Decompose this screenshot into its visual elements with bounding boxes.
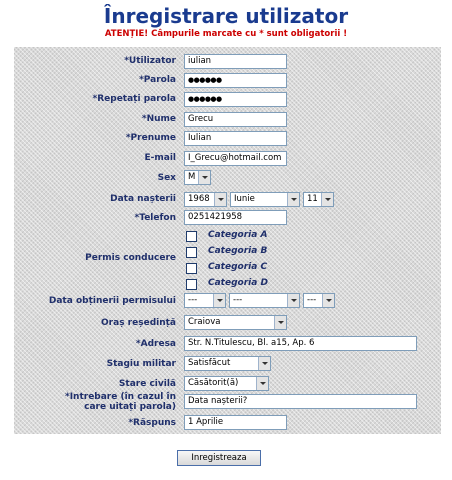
email-input[interactable]: I_Grecu@hotmail.com <box>184 151 287 166</box>
intrebare-input[interactable]: Data nașterii? <box>184 394 417 409</box>
telefon-label: *Telefon <box>134 213 176 223</box>
birth-year-value: 1968 <box>188 194 210 204</box>
parola-label: *Parola <box>139 75 176 85</box>
repetati-parola-input[interactable]: ●●●●●● <box>184 92 287 107</box>
permit-day-select[interactable] <box>303 293 335 308</box>
chevron-down-icon <box>287 294 299 307</box>
oras-value: Craiova <box>188 317 221 327</box>
stare-civila-select[interactable] <box>184 376 269 391</box>
nume-label: *Nume <box>141 114 176 124</box>
chevron-down-icon <box>256 377 268 390</box>
birth-year-select[interactable] <box>184 192 227 207</box>
categoria-d-label: Categoria D <box>208 278 268 288</box>
sex-label: Sex <box>157 173 176 183</box>
chevron-down-icon <box>322 294 334 307</box>
page-title: Înregistrare utilizator <box>103 4 349 28</box>
permit-year-select[interactable] <box>184 293 226 308</box>
chevron-down-icon <box>274 316 286 329</box>
stare-civila-label: Stare civilă <box>118 379 176 389</box>
stagiu-select[interactable] <box>184 356 271 371</box>
oras-select[interactable] <box>184 315 287 330</box>
sex-value: M <box>188 172 196 182</box>
prenume-input[interactable]: Iulian <box>184 131 287 146</box>
stare-civila-value: Căsătorit(ă) <box>188 378 239 388</box>
chevron-down-icon <box>214 193 226 206</box>
categoria-c-checkbox[interactable] <box>186 263 197 274</box>
chevron-down-icon <box>321 193 333 206</box>
permit-year-value: --- <box>188 295 198 305</box>
permis-label: Permis conducere <box>85 253 176 263</box>
intrebare-label-line1: *Intrebare (în cazul în <box>64 392 176 402</box>
stagiu-label: Stagiu militar <box>106 359 176 369</box>
data-nasterii-label: Data nașterii <box>110 194 176 204</box>
utilizator-label: *Utilizator <box>124 56 176 66</box>
chevron-down-icon <box>287 193 299 206</box>
adresa-input[interactable]: Str. N.Titulescu, Bl. a15, Ap. 6 <box>184 336 417 351</box>
birth-day-select[interactable] <box>303 192 334 207</box>
utilizator-input[interactable]: iulian <box>184 54 287 69</box>
intrebare-label-line2: care uitați parola) <box>84 402 176 412</box>
stagiu-value: Satisfăcut <box>188 358 231 368</box>
sex-select[interactable] <box>184 170 211 185</box>
chevron-down-icon <box>258 357 270 370</box>
chevron-down-icon <box>198 171 210 184</box>
permit-month-value: --- <box>233 295 243 305</box>
birth-month-value: Iunie <box>234 194 255 204</box>
birth-month-select[interactable] <box>230 192 300 207</box>
categoria-d-checkbox[interactable] <box>186 279 197 290</box>
birth-day-value: 11 <box>307 194 318 204</box>
parola-input[interactable]: ●●●●●● <box>184 73 287 88</box>
adresa-label: *Adresa <box>135 339 176 349</box>
email-label: E-mail <box>144 153 176 163</box>
categoria-a-checkbox[interactable] <box>186 231 197 242</box>
required-fields-warning: ATENȚIE! Câmpurile marcate cu * sunt obligatorii ! <box>104 29 348 39</box>
register-button[interactable]: Inregistreaza <box>177 450 261 466</box>
categoria-a-label: Categoria A <box>208 230 268 240</box>
categoria-b-checkbox[interactable] <box>186 247 197 258</box>
chevron-down-icon <box>213 294 225 307</box>
permit-month-select[interactable] <box>229 293 300 308</box>
raspuns-input[interactable]: 1 Aprilie <box>184 415 287 430</box>
prenume-label: *Prenume <box>125 133 176 143</box>
permit-day-value: --- <box>307 295 317 305</box>
categoria-b-label: Categoria B <box>208 246 268 256</box>
oras-label: Oraș reședință <box>101 318 176 328</box>
data-permis-label: Data obținerii permisului <box>48 296 176 306</box>
repetati-parola-label: *Repetați parola <box>92 94 176 104</box>
nume-input[interactable]: Grecu <box>184 112 287 127</box>
raspuns-label: *Răspuns <box>128 418 176 428</box>
categoria-c-label: Categoria C <box>208 262 268 272</box>
telefon-input[interactable]: 0251421958 <box>184 210 287 225</box>
